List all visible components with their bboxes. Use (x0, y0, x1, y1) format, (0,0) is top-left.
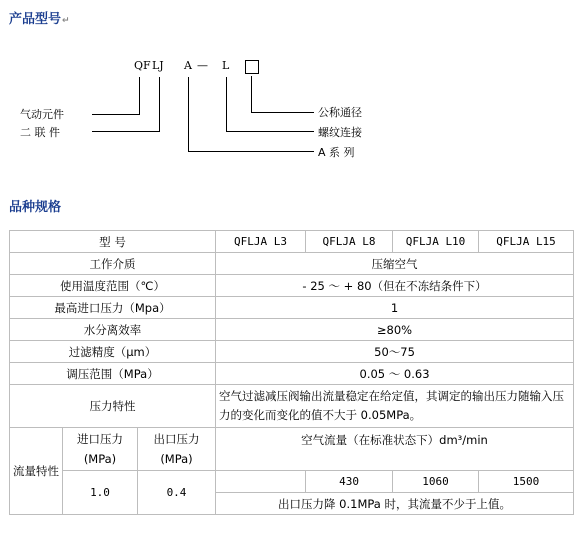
connector-line (251, 112, 314, 113)
flow-value-l8: 430 (306, 471, 393, 493)
label-pneumatic: 气动元件 (20, 108, 64, 121)
inlet-pressure-label: 进口压力 (77, 432, 123, 446)
spec-table (9, 230, 574, 515)
table-row (10, 428, 574, 471)
table-row (10, 341, 574, 363)
connector-line (92, 114, 140, 115)
row-value: 压缩空气 (216, 253, 574, 275)
table-row (10, 253, 574, 275)
row-value: ≥80% (216, 319, 574, 341)
inlet-pressure-header (63, 428, 138, 471)
pressure-label: 压力特性 (10, 385, 216, 428)
code-part-l: L (222, 59, 230, 72)
outlet-pressure-label: 出口压力 (153, 432, 200, 446)
model-l8: QFLJA L8 (306, 231, 393, 253)
code-part-qf: QF (134, 59, 151, 72)
return-mark: ↵ (62, 16, 70, 26)
section-title-spec: 品种规格 (9, 200, 62, 215)
section-title-model (9, 8, 70, 27)
code-part-a: A (184, 59, 192, 72)
table-row (10, 471, 574, 493)
flow-value-l15: 1500 (479, 471, 574, 493)
table-row (10, 385, 574, 428)
connector-line (226, 131, 314, 132)
connector-line (226, 77, 227, 132)
model-l3: QFLJA L3 (216, 231, 306, 253)
connector-line (139, 77, 140, 115)
row-value: - 25 ～ + 80（但在不冻结条件下） (216, 275, 574, 297)
label-combo: 二 联 件 (20, 126, 60, 139)
code-part-dash: — (197, 59, 208, 72)
flow-value-l10: 1060 (393, 471, 479, 493)
table-row (10, 297, 574, 319)
header-model-label: 型 号 (10, 231, 216, 253)
row-label: 过滤精度（μm） (10, 341, 216, 363)
label-series: A 系 列 (318, 146, 355, 159)
outlet-pressure-header (138, 428, 216, 471)
flow-note: 出口压力降 0.1MPa 时，其流量不少于上值。 (216, 493, 574, 515)
row-label: 水分离效率 (10, 319, 216, 341)
row-value: 50～75 (216, 341, 574, 363)
inlet-pressure-value: 1.0 (63, 471, 138, 515)
connector-line (92, 131, 160, 132)
connector-line (188, 151, 314, 152)
connector-line (159, 77, 160, 132)
connector-line (188, 77, 189, 152)
row-value: 1 (216, 297, 574, 319)
pressure-value: 空气过滤减压阀输出流量稳定在给定值，其调定的输出压力随输入压力的变化而变化的值不大于 0.05MPa。 (216, 385, 574, 428)
model-l10: QFLJA L10 (393, 231, 479, 253)
nominal-size-box (245, 60, 259, 74)
table-row (10, 319, 574, 341)
flow-value-l3 (216, 471, 306, 493)
code-part-lj: LJ (152, 59, 164, 72)
section-title-text: 产品型号 (9, 12, 62, 27)
label-thread: 螺纹连接 (318, 126, 362, 139)
model-l15: QFLJA L15 (479, 231, 574, 253)
connector-line (251, 76, 252, 113)
row-label: 工作介质 (10, 253, 216, 275)
label-nominal-size: 公称通径 (318, 106, 362, 119)
table-row (10, 231, 574, 253)
row-label: 使用温度范围（℃） (10, 275, 216, 297)
row-value: 0.05 ～ 0.63 (216, 363, 574, 385)
row-label: 调压范围（MPa） (10, 363, 216, 385)
inlet-pressure-unit: (MPa) (83, 452, 117, 466)
outlet-pressure-value: 0.4 (138, 471, 216, 515)
table-row (10, 275, 574, 297)
row-label: 最高进口压力（Mpa） (10, 297, 216, 319)
flow-label: 流量特性 (10, 428, 63, 515)
outlet-pressure-unit: (MPa) (160, 452, 193, 466)
table-row (10, 363, 574, 385)
air-flow-label: 空气流量（在标准状态下）dm³/min (216, 428, 574, 471)
